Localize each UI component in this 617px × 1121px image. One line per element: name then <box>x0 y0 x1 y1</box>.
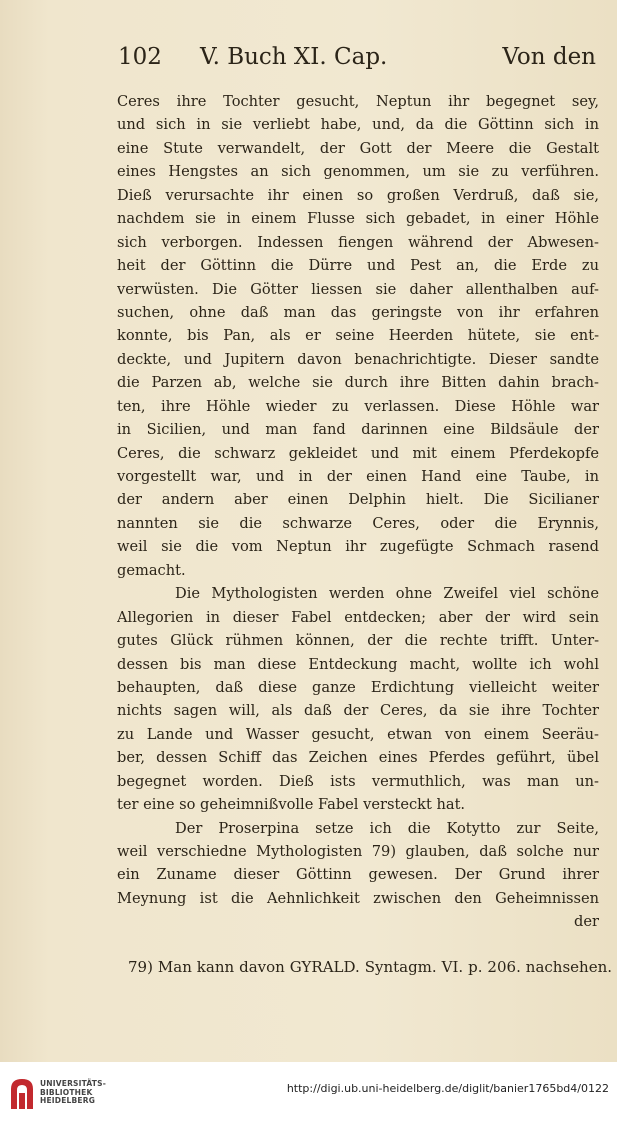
text-line: nannten sie die schwarze Ceres, oder die Erynnis, <box>117 514 599 532</box>
text-line: eines Hengstes an sich genommen, um sie zu verführen. <box>117 163 599 181</box>
text-line: Ceres, die schwarz gekleidet und mit einem Pferdekopfe <box>117 444 599 462</box>
text-line: weil verschiedne Mythologisten 79) glauben, daß solche nur <box>117 843 599 860</box>
text-line: nachdem sie in einem Flusse sich gebadet, in einer Höhle <box>117 210 599 228</box>
text-line: weil sie die vom Neptun ihr zugefügte Schmach rasend <box>117 538 599 556</box>
body-text <box>117 90 599 934</box>
catchword: der <box>574 913 599 931</box>
text-line: ten, ihre Höhle wieder zu verlassen. Diese Höhle war <box>117 397 599 415</box>
text-line: ber, dessen Schiff das Zeichen eines Pferdes geführt, übel <box>117 749 599 767</box>
text-line: konnte, bis Pan, als er seine Heerden hütete, sie ent- <box>117 327 599 345</box>
text-line: der andern aber einen Delphin hielt. Die Sicilianer <box>117 491 599 509</box>
text-line: nichts sagen will, als daß der Ceres, da sie ihre Tochter <box>117 702 599 720</box>
page-number: 102 <box>118 44 162 70</box>
text-line: die Parzen ab, welche sie durch ihre Bitten dahin brach- <box>117 374 599 392</box>
text-line: heit der Göttinn die Dürre und Pest an, die Erde zu <box>117 257 599 275</box>
footnote: 79) Man kann davon GYRALD. Syntagm. VI. p. 206. nachsehen. <box>128 958 612 976</box>
text-line: vorgestellt war, und in der einen Hand eine Taube, in <box>117 468 599 485</box>
text-line: gutes Glück rühmen können, der die rechte trifft. Unter- <box>117 632 599 650</box>
text-line: Allegorien in dieser Fabel entdecken; aber der wird sein <box>117 608 599 626</box>
text-line: deckte, und Jupitern davon benachrichtigte. Dieser sandte <box>117 350 599 368</box>
text-line: sich verborgen. Indessen fiengen während der Abwesen- <box>117 233 599 251</box>
text-line: suchen, ohne daß man das geringste von ihr erfahren <box>117 303 599 321</box>
text-line: Die Mythologisten werden ohne Zweifel viel schöne <box>175 585 599 603</box>
text-line: gemacht. <box>117 561 186 579</box>
text-line: Ceres ihre Tochter gesucht, Neptun ihr begegnet sey, <box>117 93 599 110</box>
text-line: zu Lande und Wasser gesucht, etwan von einem Seeräu- <box>117 725 599 743</box>
library-logo-icon <box>8 1075 36 1111</box>
text-line: ein Zuname dieser Göttinn gewesen. Der Grund ihrer <box>117 866 599 884</box>
viewer-footer <box>0 1062 617 1121</box>
text-line: verwüsten. Die Götter liessen sie daher allenthalben auf- <box>117 280 599 298</box>
text-line: behaupten, daß diese ganze Erdichtung vielleicht weiter <box>117 678 599 696</box>
source-url-link[interactable]: http://digi.ub.uni-heidelberg.de/diglit/banier1765bd4/0122 <box>286 1082 609 1095</box>
text-line: Der Proserpina setze ich die Kotytto zur Seite, <box>175 819 599 837</box>
chapter-heading: V. Buch XI. Cap. <box>200 44 388 70</box>
text-line: Dieß verursachte ihr einen so großen Verdruß, daß sie, <box>117 186 599 204</box>
text-line: eine Stute verwandelt, der Gott der Meere die Gestalt <box>117 139 599 157</box>
running-title: Von den <box>502 44 596 70</box>
text-line: Meynung ist die Aehnlichkeit zwischen den Geheimnissen <box>117 889 599 907</box>
running-header <box>118 40 596 74</box>
library-logo-text: UNIVERSITÄTS- BIBLIOTHEK HEIDELBERG <box>40 1079 107 1105</box>
text-line: begegnet worden. Dieß ists vermuthlich, was man un- <box>117 772 599 790</box>
text-line: ter eine so geheimnißvolle Fabel versteckt hat. <box>117 796 466 814</box>
text-line: und sich in sie verliebt habe, und, da die Göttinn sich in <box>117 116 599 134</box>
text-line: dessen bis man diese Entdeckung macht, wollte ich wohl <box>117 655 599 673</box>
text-line: in Sicilien, und man fand darinnen eine Bildsäule der <box>117 421 599 439</box>
